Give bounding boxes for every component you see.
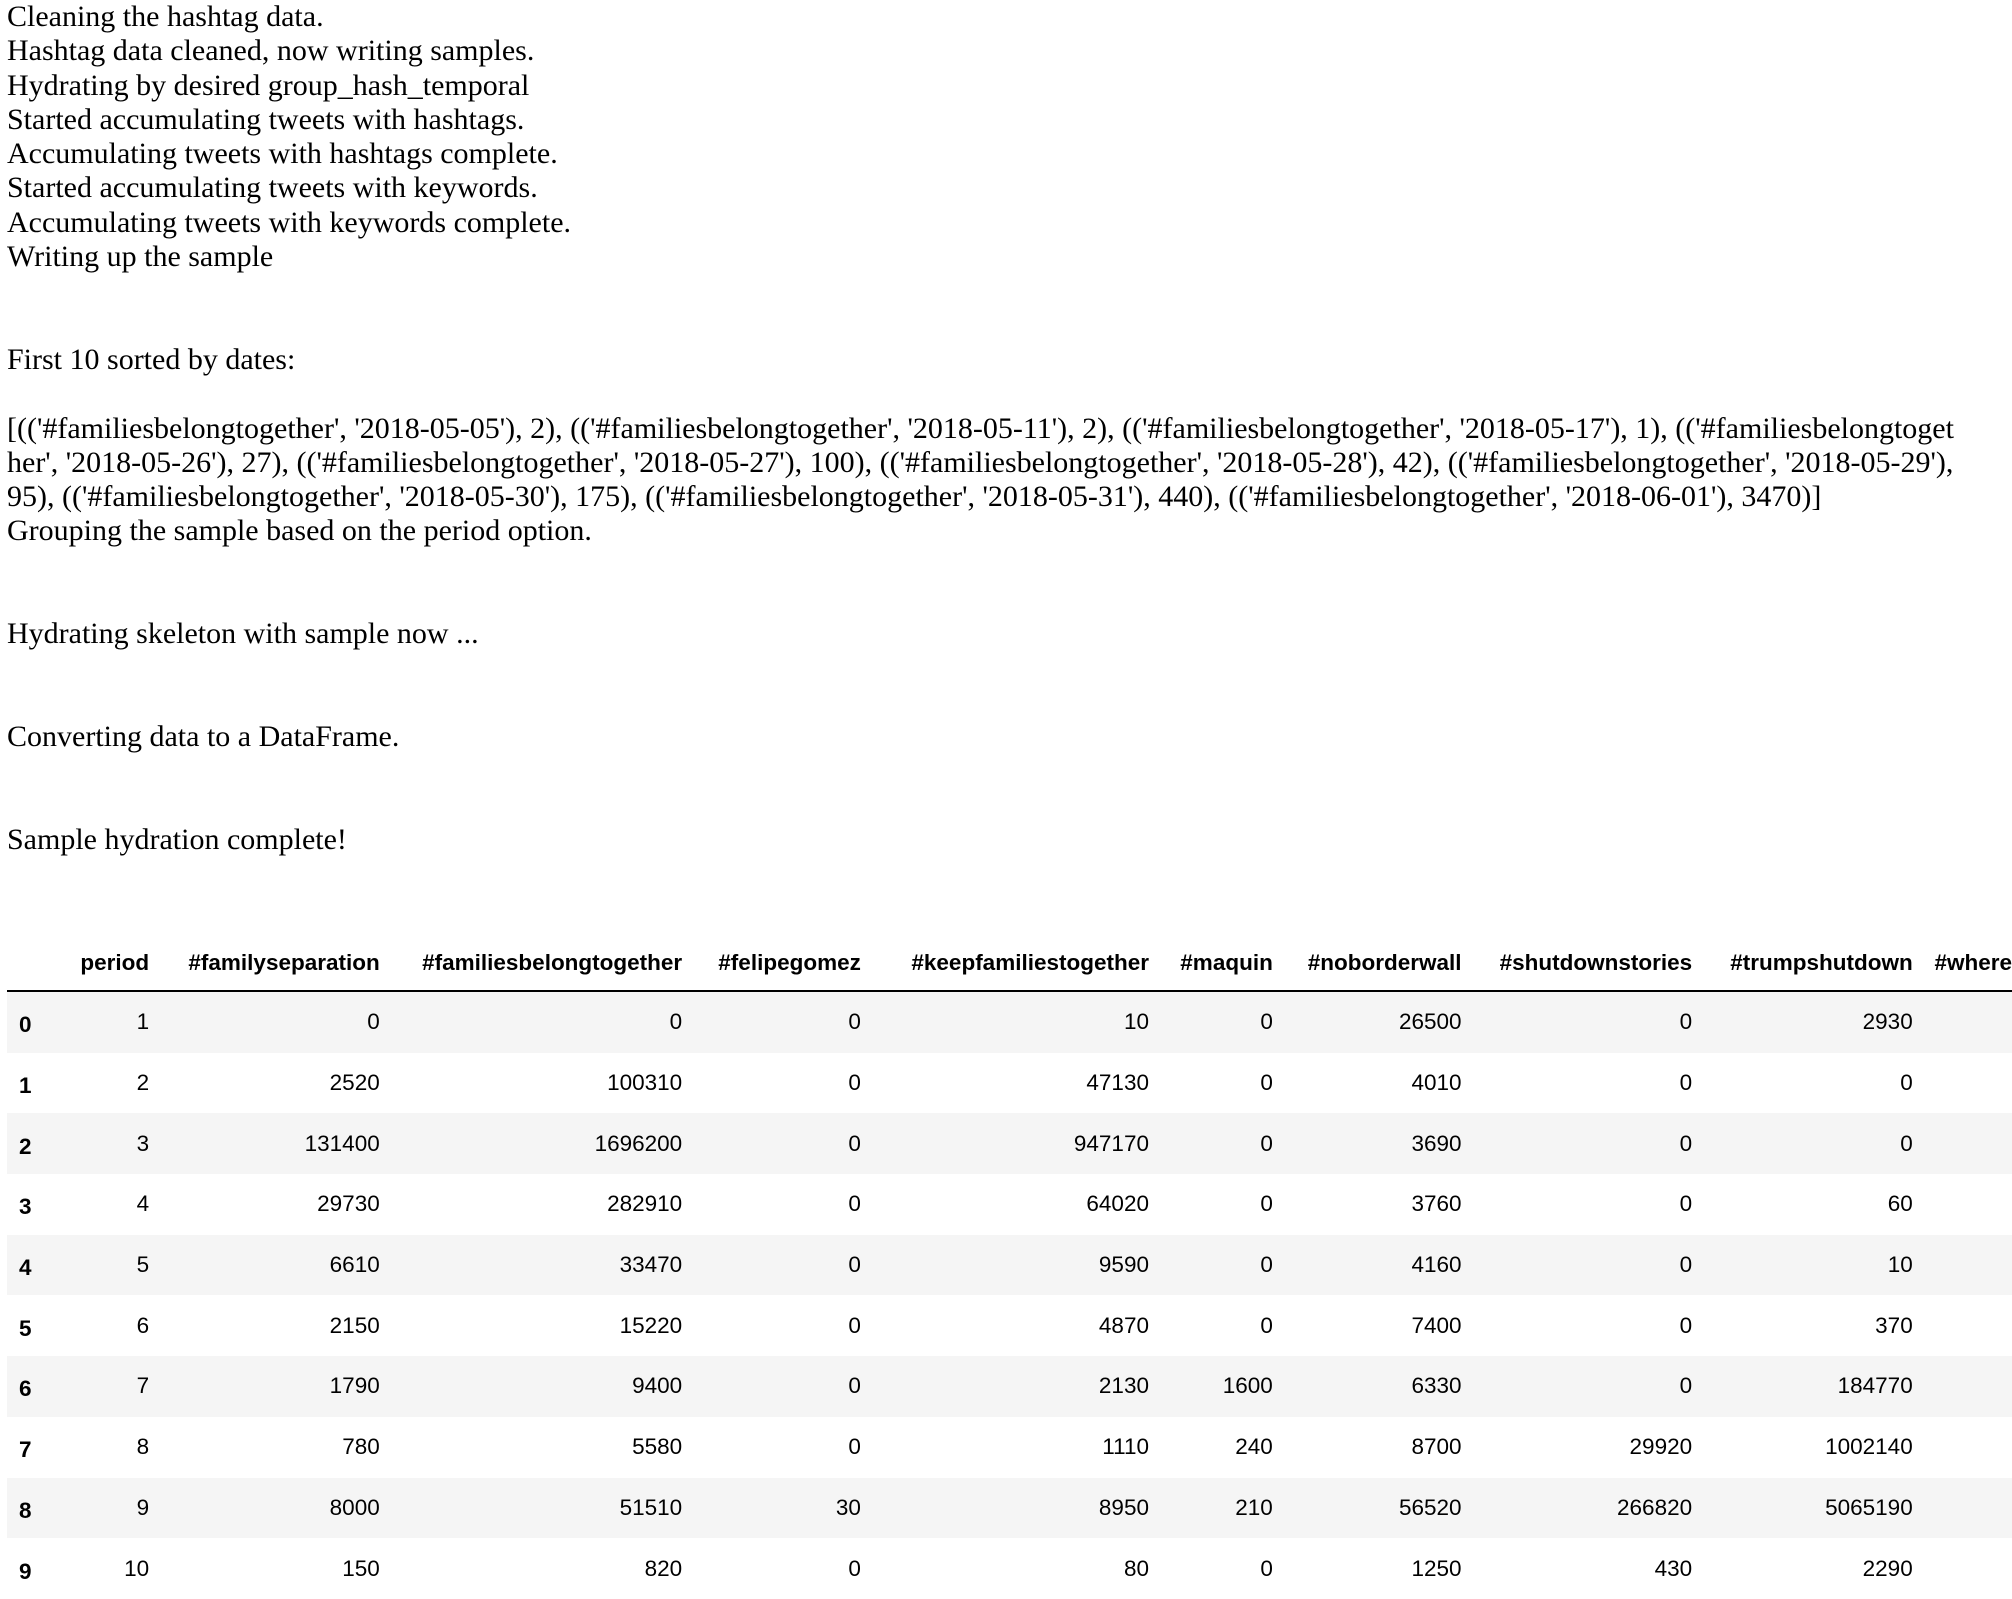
row-index: 3	[19, 1194, 32, 1220]
table-cell: 5065190	[1825, 1494, 1913, 1520]
log-line: Accumulating tweets with hashtags complete.	[7, 137, 558, 171]
table-cell: 15220	[619, 1312, 683, 1338]
table-cell: 430	[1654, 1555, 1693, 1581]
column-header-maquin: #maquin	[1149, 950, 1273, 991]
table-cell: 0	[1679, 1009, 1693, 1035]
complete-line: Sample hydration complete!	[7, 823, 347, 857]
log-line: Hydrating by desired group_hash_temporal	[7, 68, 530, 102]
table-cell: 4870	[1098, 1312, 1149, 1338]
table-row	[7, 1478, 2012, 1539]
table-cell	[1913, 1417, 2012, 1478]
table-cell	[1913, 1538, 2012, 1599]
table-cell: 0	[1900, 1070, 1913, 1096]
table-cell: 8	[136, 1434, 150, 1460]
table-cell: 29730	[317, 1191, 380, 1217]
table-header-row	[7, 950, 2012, 991]
dataframe-output	[7, 950, 2012, 1599]
table-cell: 820	[644, 1555, 683, 1581]
notebook-output	[7, 0, 2007, 857]
table-cell: 266820	[1617, 1494, 1693, 1520]
table-cell: 9400	[632, 1373, 683, 1399]
row-index: 4	[19, 1255, 32, 1281]
log-line: Hashtag data cleaned, now writing samples.	[7, 34, 535, 68]
sorted-list: [(('#familiesbelongtogether', '2018-05-05'), 2), (('#familiesbelongtogether', '2018-05-11'), 2), (('#familiesbelongtogether', '2018-05-17'), 1), (('#familiesbelongtogether', '2018-05-26'), 27), (('#familiesbelongtogether', '2018-05-27'), 100), (('#familiesbelongtogether', '2018-05-28'), 42), (('#familiesbelongtogether', '2018-05-29'), 95), (('#familiesbelongtogether', '2018-05-30'), 175), (('#familiesbelongtogether', '2018-05-31'), 440), (('#familiesbelongtogether', '2018-06-01'), 3470)]	[7, 411, 1954, 514]
table-cell	[1913, 991, 2012, 1053]
row-index: 1	[19, 1073, 32, 1099]
log-line: Writing up the sample	[7, 240, 274, 274]
table-cell: 60	[1887, 1191, 1913, 1217]
table-cell: 1	[136, 1009, 150, 1035]
log-line: Cleaning the hashtag data.	[7, 0, 324, 33]
table-cell: 0	[1260, 1191, 1273, 1217]
table-cell: 0	[848, 1070, 861, 1096]
table-cell: 0	[1260, 1009, 1273, 1035]
table-cell: 10	[124, 1555, 150, 1581]
table-cell: 7	[136, 1373, 150, 1399]
table-cell	[1913, 1235, 2012, 1296]
table-cell: 1002140	[1825, 1434, 1913, 1460]
table-cell: 2520	[329, 1070, 380, 1096]
row-index: 5	[19, 1315, 32, 1341]
table-cell: 29920	[1629, 1434, 1693, 1460]
table-cell: 4010	[1411, 1070, 1462, 1096]
table-cell: 0	[848, 1130, 861, 1156]
table-row	[7, 991, 2012, 1053]
table-cell: 0	[1260, 1555, 1273, 1581]
table-cell: 8700	[1411, 1434, 1462, 1460]
row-index: 6	[19, 1376, 32, 1402]
table-cell: 1600	[1222, 1373, 1273, 1399]
table-cell: 947170	[1073, 1130, 1149, 1156]
table-cell: 0	[848, 1373, 861, 1399]
table-cell: 33470	[619, 1252, 683, 1278]
table-row	[7, 1113, 2012, 1174]
sorted-heading: First 10 sorted by dates:	[7, 342, 296, 376]
column-header-period: period	[58, 950, 149, 991]
table-cell: 2	[136, 1070, 150, 1096]
table-cell: 131400	[304, 1130, 380, 1156]
hydrating-skeleton-line: Hydrating skeleton with sample now ...	[7, 617, 479, 651]
table-cell: 0	[1679, 1373, 1693, 1399]
table-cell: 64020	[1086, 1191, 1149, 1217]
table-cell: 1110	[1102, 1434, 1149, 1460]
grouping-line: Grouping the sample based on the period option.	[7, 514, 592, 548]
row-index: 8	[19, 1497, 32, 1523]
table-body	[7, 991, 2012, 1599]
table-cell	[1913, 1478, 2012, 1539]
table-cell: 2930	[1862, 1009, 1913, 1035]
table-cell: 0	[1260, 1312, 1273, 1338]
log-line: Started accumulating tweets with keywords.	[7, 171, 538, 205]
table-cell: 1250	[1411, 1555, 1462, 1581]
table-cell: 780	[342, 1434, 380, 1460]
table-cell: 1790	[329, 1373, 380, 1399]
table-row	[7, 1356, 2012, 1417]
table-cell: 10	[1123, 1009, 1149, 1035]
table-cell: 0	[848, 1009, 861, 1035]
index-header	[7, 950, 58, 991]
table-cell: 282910	[607, 1191, 683, 1217]
table-cell: 1696200	[594, 1130, 683, 1156]
table-row	[7, 1235, 2012, 1296]
table-cell: 0	[1260, 1130, 1273, 1156]
table-cell: 0	[1679, 1130, 1693, 1156]
row-index: 9	[19, 1558, 32, 1584]
table-cell: 3	[136, 1130, 150, 1156]
table-cell: 51510	[619, 1494, 683, 1520]
converting-line: Converting data to a DataFrame.	[7, 720, 400, 754]
log-line: Started accumulating tweets with hashtags.	[7, 102, 525, 136]
table-cell: 150	[342, 1555, 380, 1581]
table-cell: 0	[1900, 1130, 1913, 1156]
dataframe-table	[7, 950, 2012, 1599]
table-cell: 9	[136, 1494, 150, 1520]
table-cell: 6610	[329, 1252, 380, 1278]
table-cell	[1913, 1356, 2012, 1417]
table-cell: 8950	[1098, 1494, 1149, 1520]
table-row	[7, 1174, 2012, 1235]
table-cell	[1913, 1295, 2012, 1356]
table-cell: 80	[1123, 1555, 1149, 1581]
table-cell	[1913, 1053, 2012, 1114]
table-cell: 0	[1679, 1312, 1693, 1338]
column-header-felipegomez: #felipegomez	[682, 950, 861, 991]
table-cell: 30	[835, 1494, 861, 1520]
table-cell: 2130	[1098, 1373, 1149, 1399]
column-header-trumpshutdown: #trumpshutdown	[1692, 950, 1913, 991]
table-cell: 3690	[1411, 1130, 1462, 1156]
row-index: 2	[19, 1133, 32, 1159]
table-cell: 6330	[1411, 1373, 1462, 1399]
table-cell: 0	[1679, 1191, 1693, 1217]
table-row	[7, 1295, 2012, 1356]
column-header-familiesbelongtogether: #familiesbelongtogether	[380, 950, 682, 991]
table-cell: 10	[1887, 1252, 1913, 1278]
table-cell: 2150	[329, 1312, 380, 1338]
table-cell: 0	[1260, 1070, 1273, 1096]
table-cell: 4	[136, 1191, 150, 1217]
table-cell: 100310	[607, 1070, 683, 1096]
column-header-keepfamiliestogether: #keepfamiliestogether	[861, 950, 1149, 991]
table-cell: 0	[1260, 1252, 1273, 1278]
table-cell: 5	[136, 1252, 150, 1278]
table-cell: 184770	[1837, 1373, 1913, 1399]
table-cell: 240	[1235, 1434, 1273, 1460]
table-cell: 3760	[1411, 1191, 1462, 1217]
table-cell: 7400	[1411, 1312, 1462, 1338]
row-index: 0	[19, 1012, 32, 1038]
table-row	[7, 1538, 2012, 1599]
row-index: 7	[19, 1437, 32, 1463]
table-cell: 26500	[1398, 1009, 1462, 1035]
column-header-shutdownstories: #shutdownstories	[1462, 950, 1693, 991]
table-cell: 47130	[1086, 1070, 1149, 1096]
table-cell: 210	[1235, 1494, 1273, 1520]
table-cell	[1913, 1174, 2012, 1235]
table-cell: 0	[848, 1191, 861, 1217]
table-cell: 9590	[1098, 1252, 1149, 1278]
table-cell: 0	[848, 1434, 861, 1460]
column-header-noborderwall: #noborderwall	[1273, 950, 1462, 991]
table-cell: 0	[669, 1009, 683, 1035]
table-cell: 0	[848, 1252, 861, 1278]
table-cell: 0	[848, 1555, 861, 1581]
table-row	[7, 1053, 2012, 1114]
table-cell: 0	[1679, 1252, 1693, 1278]
table-cell: 2290	[1862, 1555, 1913, 1581]
column-header-familyseparation: #familyseparation	[149, 950, 380, 991]
table-cell: 56520	[1398, 1494, 1462, 1520]
table-cell: 5580	[632, 1434, 683, 1460]
table-row	[7, 1417, 2012, 1478]
table-cell	[1913, 1113, 2012, 1174]
table-cell: 0	[1679, 1070, 1693, 1096]
column-header-where: #where	[1913, 950, 2012, 991]
table-cell: 8000	[329, 1494, 380, 1520]
table-cell: 6	[136, 1312, 150, 1338]
table-cell: 370	[1875, 1312, 1913, 1338]
log-line: Accumulating tweets with keywords complete.	[7, 205, 572, 239]
table-cell: 4160	[1411, 1252, 1462, 1278]
table-cell: 0	[848, 1312, 861, 1338]
table-cell: 0	[367, 1009, 380, 1035]
